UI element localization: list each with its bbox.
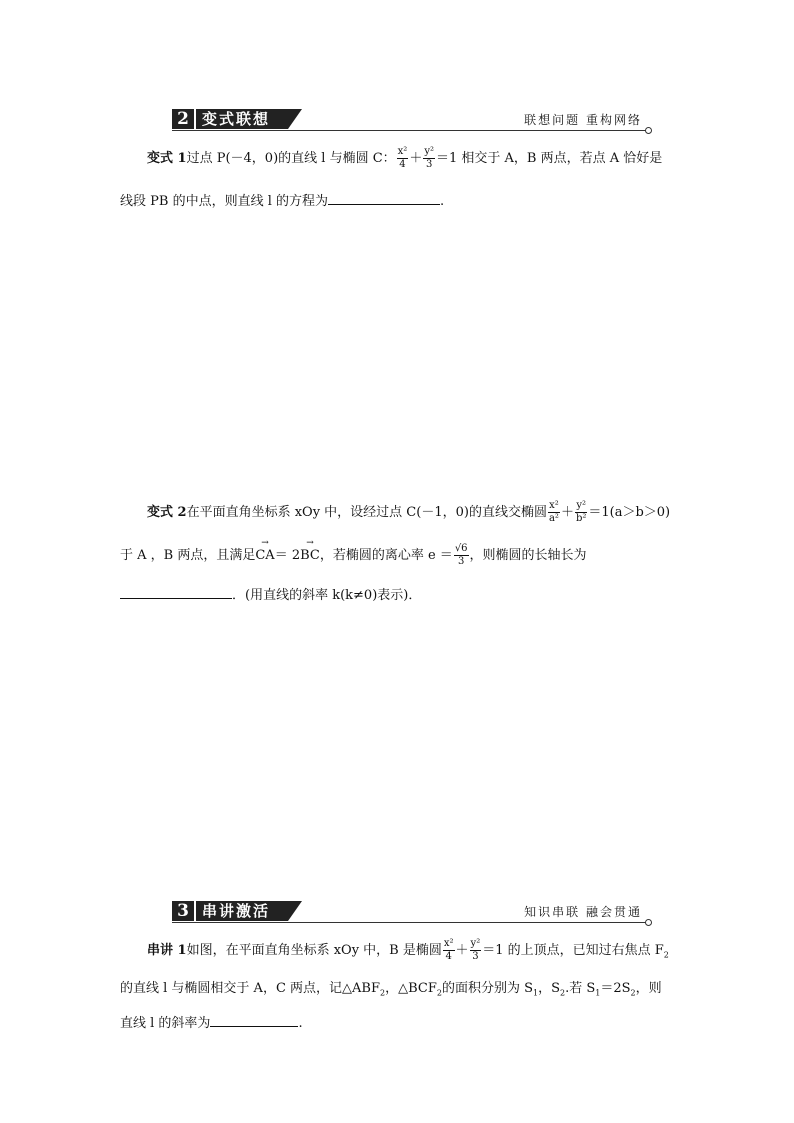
text: . bbox=[298, 1016, 303, 1031]
answer-blank[interactable] bbox=[328, 192, 440, 205]
denominator: 4 bbox=[445, 951, 452, 962]
section-subtitle: 联想问题 重构网络 bbox=[524, 113, 642, 127]
vector-ca: → CA bbox=[255, 548, 274, 563]
text: .若 S bbox=[565, 981, 596, 996]
subscript: 1 bbox=[532, 988, 539, 998]
text: ，则椭圆的长轴长为 bbox=[469, 548, 587, 563]
text: ＝1 相交于 A，B 两点，若点 A 恰好是 bbox=[436, 151, 663, 166]
denominator: 3 bbox=[457, 556, 465, 567]
numerator: x² bbox=[549, 500, 559, 511]
variant-1-line-1 bbox=[147, 146, 662, 171]
denominator: 3 bbox=[472, 951, 479, 962]
header-rule bbox=[172, 922, 648, 923]
subscript: 2 bbox=[436, 988, 442, 998]
plus: ＋ bbox=[560, 505, 574, 520]
section-number: 3 bbox=[172, 901, 194, 921]
text: 过点 P(－4，0)的直线 l 与椭圆 C： bbox=[186, 151, 396, 166]
section-number: 2 bbox=[172, 109, 194, 129]
numerator: y² bbox=[470, 938, 481, 949]
section-title: 串讲激活 bbox=[196, 901, 288, 921]
denominator: b² bbox=[575, 513, 587, 524]
text: 如图，在平面直角坐标系 xOy 中，B 是椭圆 bbox=[186, 943, 442, 958]
text: 线段 PB 的中点，则直线 l 的方程为 bbox=[120, 194, 328, 209]
text: ＝1 的上顶点，已知过右焦点 F bbox=[482, 943, 664, 958]
section-title: 变式联想 bbox=[196, 109, 288, 129]
variant-2-label: 变式 2 bbox=[147, 505, 187, 520]
fraction bbox=[470, 938, 482, 963]
fraction bbox=[454, 543, 469, 568]
lecture-1-line-3 bbox=[120, 1012, 303, 1031]
text: ，S bbox=[538, 981, 560, 996]
text: ，则 bbox=[635, 981, 662, 996]
numerator: x² bbox=[443, 938, 454, 949]
answer-blank[interactable] bbox=[120, 586, 232, 599]
text: 于 A ，B 两点，且满足 bbox=[120, 548, 256, 563]
variant-2-line-1 bbox=[147, 500, 670, 525]
fraction bbox=[548, 500, 560, 525]
text: 的直线 l 与椭圆相交于 A，C 两点，记△ABF bbox=[120, 981, 380, 996]
subscript: 1 bbox=[595, 988, 601, 998]
text: 在平面直角坐标系 xOy 中，设经过点 C(－1，0)的直线交椭圆 bbox=[186, 505, 547, 520]
lecture-1-label: 串讲 1 bbox=[147, 943, 187, 958]
denominator: 4 bbox=[399, 159, 406, 170]
plus: ＋ bbox=[409, 151, 423, 166]
subscript: 2 bbox=[630, 988, 636, 998]
text: ．(用直线的斜率 k(k≠0)表示)． bbox=[232, 588, 422, 603]
denominator: 3 bbox=[425, 159, 433, 170]
section-3-header bbox=[172, 900, 652, 924]
rule-end-dot bbox=[645, 127, 652, 134]
lecture-1-line-1 bbox=[147, 938, 669, 963]
text: ，若椭圆的离心率 e ＝ bbox=[319, 548, 453, 563]
header-rule bbox=[172, 130, 648, 131]
section-2-header bbox=[172, 108, 652, 132]
text: ，△BCF bbox=[385, 981, 437, 996]
text: ＝2S bbox=[600, 981, 631, 996]
subscript: 2 bbox=[663, 950, 669, 960]
numerator: y² bbox=[576, 500, 586, 511]
numerator: x² bbox=[397, 146, 408, 157]
text: . bbox=[440, 194, 445, 209]
variant-2-line-3 bbox=[120, 584, 421, 603]
variant-1-line-2 bbox=[120, 190, 444, 209]
section-subtitle: 知识串联 融会贯通 bbox=[524, 905, 642, 919]
vector-bc: → BC bbox=[300, 548, 320, 563]
fraction bbox=[397, 146, 409, 171]
text: ＝1(a＞b＞0) bbox=[588, 505, 671, 520]
fraction bbox=[575, 500, 587, 525]
rule-end-dot bbox=[645, 919, 652, 926]
plus: ＋ bbox=[455, 943, 469, 958]
variant-2-line-2 bbox=[120, 543, 587, 568]
lecture-1-line-2 bbox=[120, 977, 662, 998]
denominator: a² bbox=[548, 513, 559, 524]
text: 直线 l 的斜率为 bbox=[120, 1016, 211, 1031]
text: 的面积分别为 S bbox=[441, 981, 533, 996]
subscript: 2 bbox=[379, 988, 386, 998]
answer-blank[interactable] bbox=[210, 1014, 298, 1027]
text: ＝ 2 bbox=[274, 548, 301, 563]
subscript: 2 bbox=[559, 988, 566, 998]
fraction bbox=[443, 938, 455, 963]
numerator: y² bbox=[424, 146, 434, 157]
fraction bbox=[423, 146, 435, 171]
numerator: √6 bbox=[454, 543, 468, 554]
variant-1-label: 变式 1 bbox=[147, 151, 187, 166]
